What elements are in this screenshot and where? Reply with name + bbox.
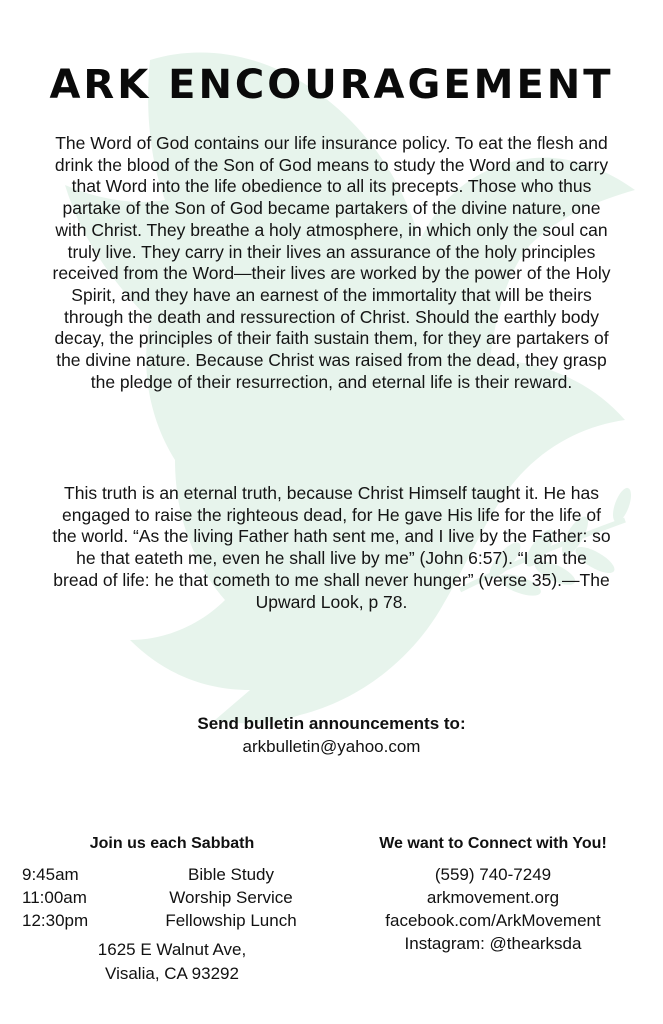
body-paragraph: The Word of God contains our life insurance policy. To eat the flesh and drink the blood of the Son of God means to study the Word and to carry that Word into the life obedience to all its precepts. Those who thus partake of the Son of God became partakers of the divine nature, one with Christ. They breathe a holy atmosphere, in which only the soul can truly live. They carry in their lives an assurance of the holy principles received from the Word—their lives are worked by the power of the Holy Spirit, and they have an earnest of the immortality that will be theirs through the death and ressurection of Christ. Should the earthly body decay, the principles of their faith sustain them, for they are partakers of the divine nature. Because Christ was raised from the dead, they grasp the pledge of their resurrection, and eternal life is their reward. (52, 133, 611, 392)
announcement-heading: Send bulletin announcements to: (197, 714, 466, 733)
church-address (22, 938, 322, 985)
schedule-row (22, 863, 322, 886)
contact-instagram: Instagram: @thearksda (404, 934, 582, 953)
contact-list (345, 863, 641, 955)
schedule-time: 11:00am (22, 888, 87, 907)
page-title: ARK ENCOURAGEMENT (49, 62, 614, 108)
schedule-row (22, 909, 322, 932)
sabbath-heading: Join us each Sabbath (89, 835, 255, 852)
schedule-list (22, 863, 322, 932)
announcement-block (0, 714, 663, 757)
schedule-row (22, 886, 322, 909)
schedule-time: 9:45am (22, 865, 79, 884)
schedule-event: Bible Study (188, 865, 274, 884)
address-line-1: 1625 E Walnut Ave, (97, 940, 247, 959)
schedule-time: 12:30pm (22, 911, 89, 930)
sabbath-column (22, 835, 322, 985)
connect-heading: We want to Connect with You! (379, 835, 607, 852)
contact-website: arkmovement.org (426, 888, 560, 907)
contact-phone: (559) 740-7249 (434, 865, 552, 884)
body-paragraph: This truth is an eternal truth, because Christ Himself taught it. He has engaged to raise the righteous dead, for He gave His life for the life of the world. “As the living Father hath sent me, and I live by the Father: so he that eateth me, even he shall live by me” (John 6:57). “I am the bread of life: he that cometh to me shall never hunger” (verse 35).—The Upward Look, p 78. (52, 483, 611, 612)
schedule-event: Worship Service (169, 888, 293, 907)
contact-facebook: facebook.com/ArkMovement (385, 911, 601, 930)
announcement-email: arkbulletin@yahoo.com (242, 737, 421, 756)
address-line-2: Visalia, CA 93292 (105, 963, 239, 983)
connect-column (345, 835, 641, 955)
schedule-event: Fellowship Lunch (165, 911, 297, 930)
